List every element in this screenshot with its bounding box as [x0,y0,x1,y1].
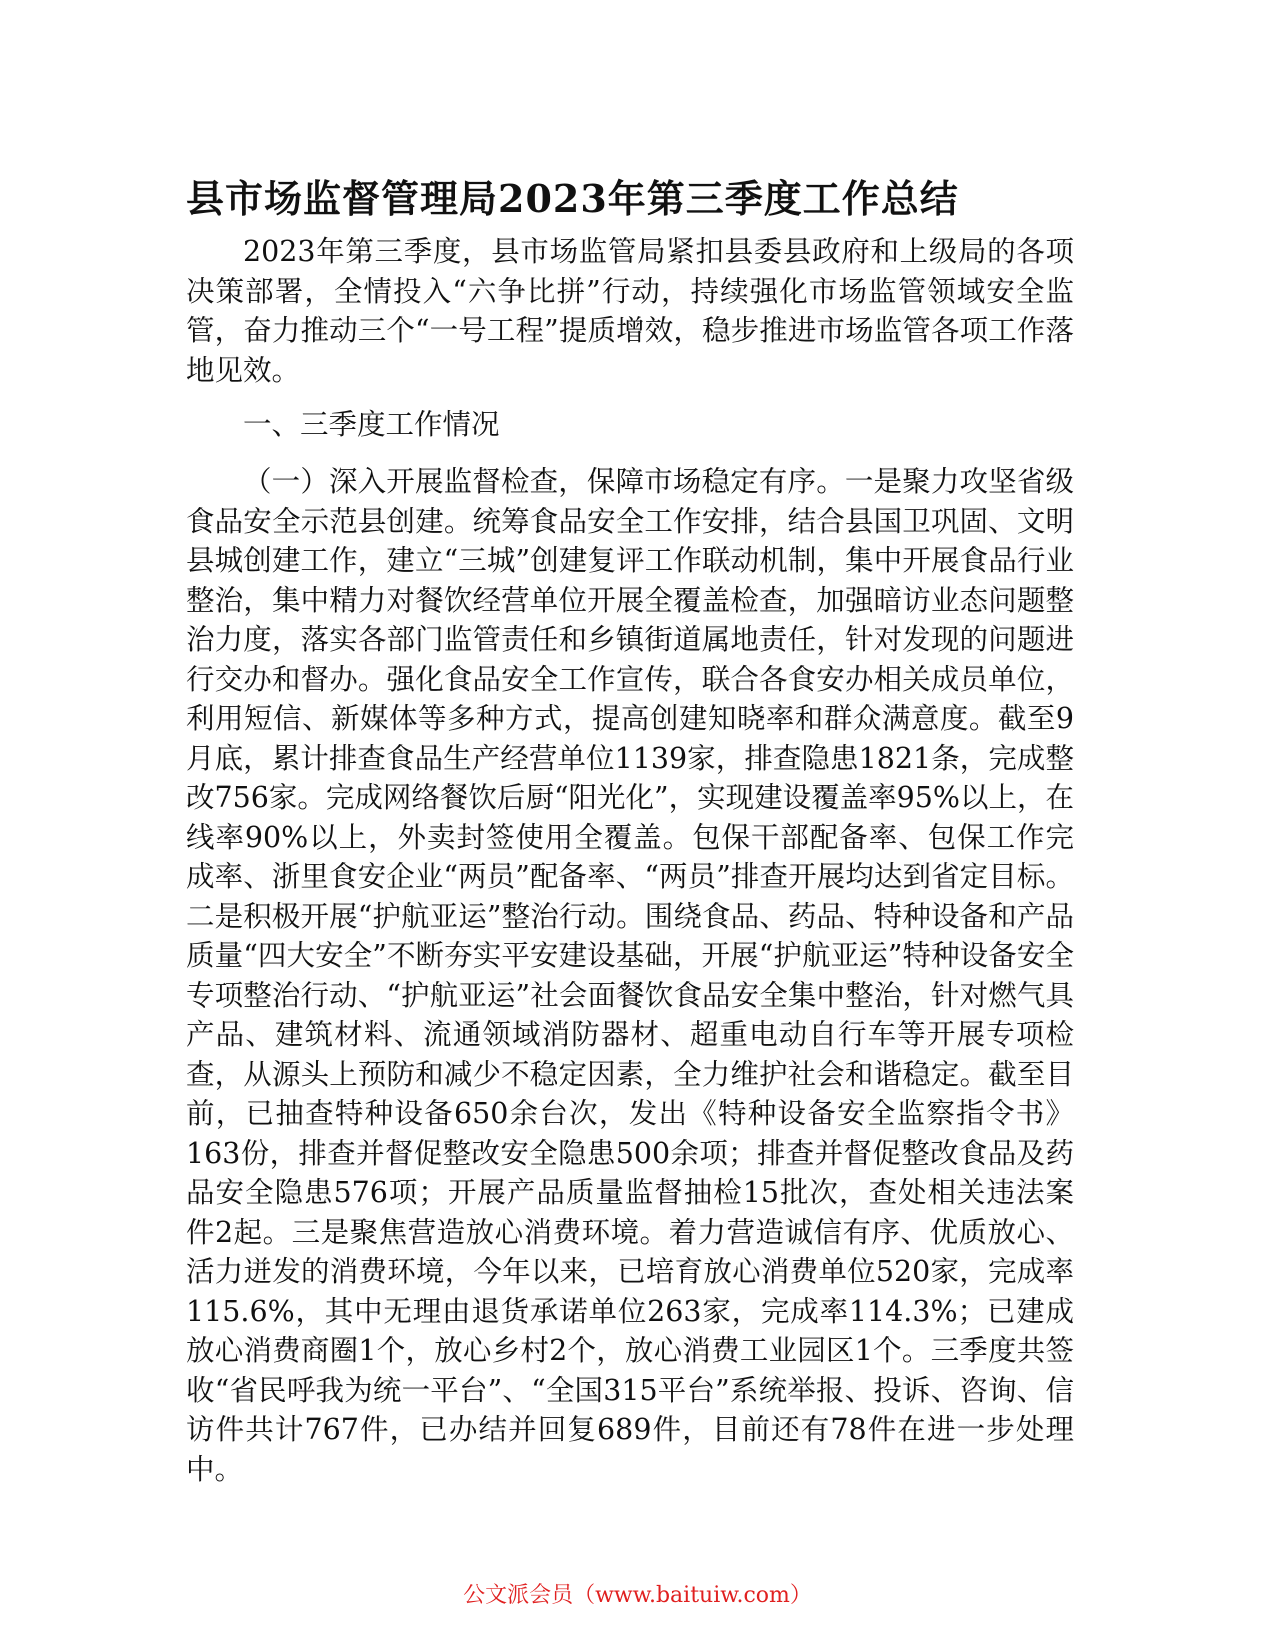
intro-paragraph: 2023年第三季度，县市场监管局紧扣县委县政府和上级局的各项决策部署，全情投入“六争比拼”行动，持续强化市场监管领域安全监管，奋力推动三个“一号工程”提质增效，稳步推进市场监管各项工作落地见效。 [186,235,1074,387]
section-heading: 一、三季度工作情况 [243,408,500,441]
section-paragraph: （一）深入开展监督检查，保障市场稳定有序。一是聚力攻坚省级食品安全示范县创建。统筹食品安全工作安排，结合县国卫巩固、文明县城创建工作，建立“三城”创建复评工作联动机制，集中开展食品行业整治，集中精力对餐饮经营单位开展全覆盖检查，加强暗访业态问题整治力度，落实各部门监管责任和乡镇街道属地责任，针对发现的问题进行交办和督办。强化食品安全工作宣传，联合各食安办相关成员单位，利用短信、新媒体等多种方式，提高创建知晓率和群众满意度。截至9月底，累计排查食品生产经营单位1139家，排查隐患1821条，完成整改756家。完成网络餐饮后厨“阳光化”，实现建设覆盖率95%以上，在线率90%以上，外卖封签使用全覆盖。包保干部配备率、包保工作完成率、浙里食安企业“两员”配备率、“两员”排查开展均达到省定目标。二是积极开展“护航亚运”整治行动。围绕食品、药品、特种设备和产品质量“四大安全”不断夯实平安建设基础，开展“护航亚运”特种设备安全专项整治行动、“护航亚运”社会面餐饮食品安全集中整治，针对燃气具产品、建筑材料、流通领域消防器材、超重电动自行车等开展专项检查，从源头上预防和减少不稳定因素，全力维护社会和谐稳定。截至目前，已抽查特种设备650余台次，发出《特种设备安全监察指令书》163份，排查并督促整改安全隐患500余项；排查并督促整改食品及药品安全隐患576项；开展产品质量监督抽检15批次，查处相关违法案件2起。三是聚焦营造放心消费环境。着力营造诚信有序、优质放心、活力迸发的消费环境，今年以来，已培育放心消费单位520家，完成率115.6%，其中无理由退货承诺单位263家，完成率114.3%；已建成放心消费商圈1个，放心乡村2个，放心消费工业园区1个。三季度共签收“省民呼我为统一平台”、“全国315平台”系统举报、投诉、咨询、信访件共计767件，已办结并回复689件，目前还有78件在进一步处理中。 [186,465,1074,1486]
document-title: 县市场监督管理局2023年第三季度工作总结 [186,176,959,222]
footer-watermark: 公文派会员（www.baituiw.com） [463,1583,812,1608]
